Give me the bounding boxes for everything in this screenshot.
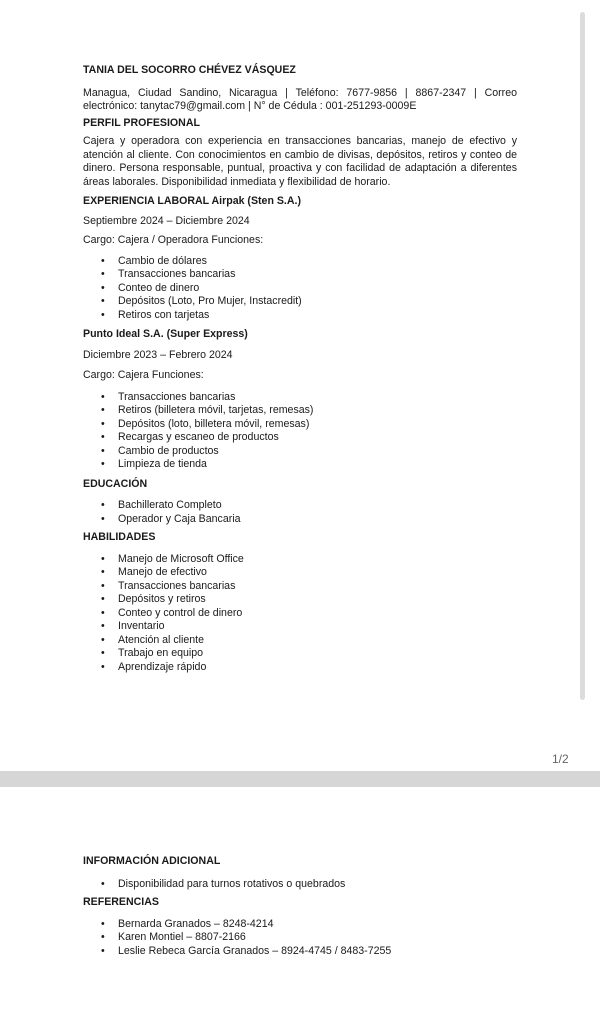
bullet-icon: • (101, 417, 105, 430)
bullet-icon: • (101, 254, 105, 267)
list-item (83, 295, 517, 309)
bullet-icon: • (101, 281, 105, 294)
page-2 (0, 787, 576, 1010)
page-1-content (83, 64, 517, 674)
list-item-text: Operador y Caja Bancaria (118, 512, 241, 525)
candidate-name: TANIA DEL SOCORRO CHÉVEZ VÁSQUEZ (83, 64, 296, 76)
list-item-text: Leslie Rebeca García Granados – 8924-4745 / 8483-7255 (118, 944, 392, 957)
education-list (83, 499, 517, 526)
list-item-text: Trabajo en equipo (118, 647, 204, 659)
list-item (83, 553, 517, 567)
job-1-dates: Septiembre 2024 – Diciembre 2024 (83, 214, 250, 227)
list-item (83, 309, 517, 323)
list-item-text: Conteo y control de dinero (118, 606, 243, 619)
bullet-icon: • (101, 295, 105, 307)
bullet-icon: • (101, 390, 105, 403)
page-2-content (83, 855, 517, 958)
bullet-icon: • (101, 566, 105, 578)
bullet-icon: • (101, 660, 105, 673)
bullet-icon: • (101, 647, 105, 659)
list-item-text: Retiros (billetera móvil, tarjetas, remesas) (118, 404, 314, 416)
bullet-icon: • (101, 931, 105, 943)
list-item-text: Conteo de dinero (118, 281, 200, 294)
list-item-text: Depósitos (loto, billetera móvil, remesas) (118, 417, 310, 430)
bullet-icon: • (101, 593, 105, 605)
profile-text: Cajera y operadora con experiencia en transacciones bancarias, manejo de efectivo y atención al cliente. Con conocimientos en cambio de divisas, depósitos, retiros y conteo de dinero. Persona responsable, puntual, proactiva y con facilidad de adaptación a diferentes áreas laborales. Disponibilidad inmediata y flexibilidad de horario. (83, 135, 517, 188)
list-item (83, 255, 517, 269)
list-item (83, 878, 517, 892)
references-heading: REFERENCIAS (83, 896, 159, 908)
list-item (83, 607, 517, 621)
job-2-dates: Diciembre 2023 – Febrero 2024 (83, 348, 233, 361)
list-item-text: Transacciones bancarias (118, 390, 236, 403)
bullet-icon: • (101, 552, 105, 565)
list-item (83, 593, 517, 607)
bullet-icon: • (101, 404, 105, 416)
page-number-indicator: 1/2 (552, 752, 569, 766)
list-item (83, 918, 517, 932)
page-separator (0, 771, 600, 787)
profile-heading: PERFIL PROFESIONAL (83, 116, 200, 129)
job-1-task-list (83, 255, 517, 323)
job-1-role: Cargo: Cajera / Operadora Funciones: (83, 234, 264, 246)
list-item-text: Aprendizaje rápido (118, 660, 207, 673)
list-item (83, 513, 517, 527)
bullet-icon: • (101, 620, 105, 632)
list-item-text: Limpieza de tienda (118, 458, 207, 470)
job-2-company: Punto Ideal S.A. (Super Express) (83, 328, 248, 340)
bullet-icon: • (101, 444, 105, 457)
list-item (83, 945, 517, 959)
list-item (83, 620, 517, 634)
list-item-text: Disponibilidad para turnos rotativos o quebrados (118, 877, 346, 890)
vertical-scrollbar[interactable] (580, 12, 585, 700)
list-item-text: Recargas y escaneo de productos (118, 431, 279, 443)
list-item (83, 647, 517, 661)
bullet-icon: • (101, 268, 105, 280)
list-item (83, 282, 517, 296)
list-item-text: Bernarda Granados – 8248-4214 (118, 917, 274, 930)
experience-heading: EXPERIENCIA LABORAL Airpak (Sten S.A.) (83, 195, 301, 207)
list-item-text: Manejo de Microsoft Office (118, 552, 244, 565)
list-item (83, 418, 517, 432)
bullet-icon: • (101, 499, 105, 511)
list-item-text: Bachillerato Completo (118, 499, 222, 511)
bullet-icon: • (101, 579, 105, 592)
list-item (83, 268, 517, 282)
list-item (83, 931, 517, 945)
bullet-icon: • (101, 458, 105, 470)
list-item (83, 566, 517, 580)
bullet-icon: • (101, 512, 105, 525)
list-item-text: Atención al cliente (118, 633, 204, 646)
list-item-text: Transacciones bancarias (118, 268, 236, 280)
education-heading: EDUCACIÓN (83, 477, 148, 490)
list-item (83, 431, 517, 445)
list-item-text: Inventario (118, 620, 165, 632)
list-item-text: Depósitos (Loto, Pro Mujer, Instacredit) (118, 295, 302, 307)
skills-heading: HABILIDADES (83, 531, 156, 543)
bullet-icon: • (101, 431, 105, 443)
list-item (83, 634, 517, 648)
bullet-icon: • (101, 633, 105, 646)
job-2-role: Cargo: Cajera Funciones: (83, 369, 204, 381)
list-item (83, 661, 517, 675)
list-item (83, 458, 517, 472)
additional-info-heading: INFORMACIÓN ADICIONAL (83, 855, 221, 867)
skills-list (83, 553, 517, 675)
list-item (83, 391, 517, 405)
job-2-task-list (83, 391, 517, 472)
bullet-icon: • (101, 944, 105, 957)
list-item (83, 580, 517, 594)
bullet-icon: • (101, 917, 105, 930)
contact-info: Managua, Ciudad Sandino, Nicaragua | Teléfono: 7677-9856 | 8867-2347 | Correo electrónico: tanytac79@gmail.com | N° de Cédula : 001-251293-0009E (83, 86, 517, 112)
additional-info-list (83, 878, 517, 892)
list-item (83, 445, 517, 459)
list-item-text: Cambio de dólares (118, 254, 207, 267)
list-item-text: Depósitos y retiros (118, 593, 206, 605)
bullet-icon: • (101, 877, 105, 890)
references-list (83, 918, 517, 959)
list-item-text: Manejo de efectivo (118, 566, 207, 578)
list-item (83, 404, 517, 418)
list-item-text: Karen Montiel – 8807-2166 (118, 931, 246, 943)
list-item (83, 499, 517, 513)
bullet-icon: • (101, 606, 105, 619)
bullet-icon: • (101, 308, 105, 321)
list-item-text: Retiros con tarjetas (118, 308, 210, 321)
list-item-text: Cambio de productos (118, 444, 219, 457)
list-item-text: Transacciones bancarias (118, 579, 236, 592)
